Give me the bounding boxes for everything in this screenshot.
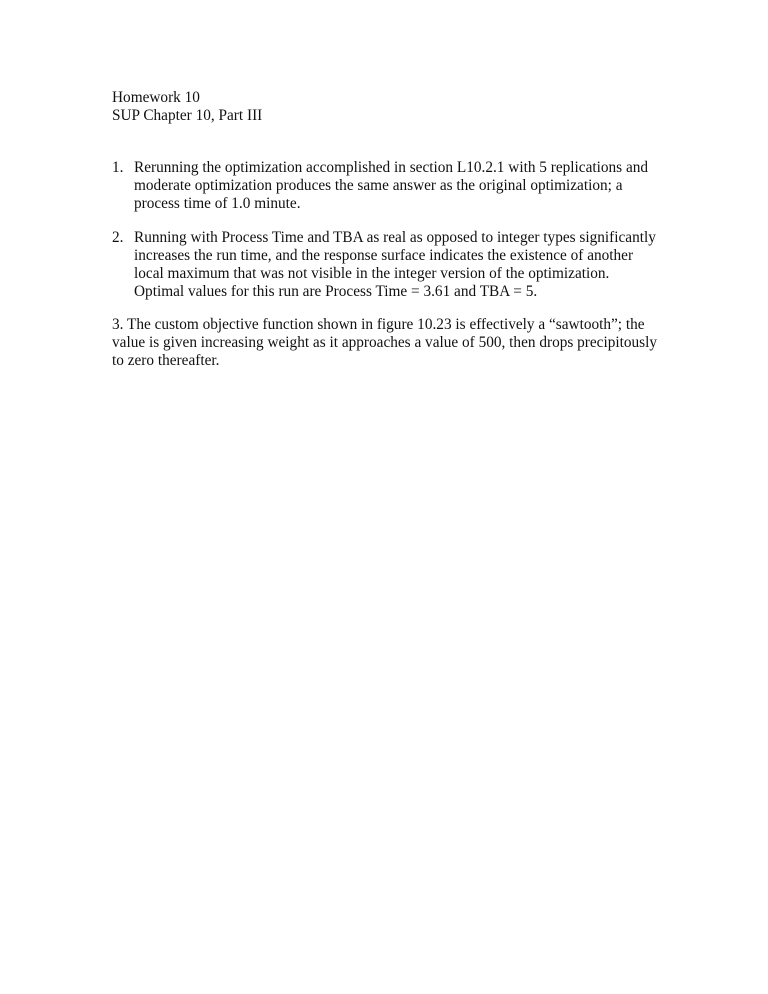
item-text-line: 3. The custom objective function shown in figure 10.23 is effectively a “sawtooth”; the [112,316,645,333]
item-text-line: moderate optimization produces the same answer as the original optimization; a [134,177,623,194]
item-text-line: Rerunning the optimization accomplished in section L10.2.1 with 5 replications and [134,159,649,176]
document-header [112,89,262,125]
item-text-line: Running with Process Time and TBA as real as opposed to integer types significantly [134,229,656,246]
chapter-subtitle: SUP Chapter 10, Part III [112,107,263,124]
item-text-line: process time of 1.0 minute. [134,195,301,212]
item-text-line: to zero thereafter. [112,352,220,369]
item-text-line: local maximum that was not visible in the integer version of the optimization. [134,265,610,282]
answer-item-2 [112,229,672,301]
item-number: 1. [112,159,124,176]
item-text-line: increases the run time, and the response surface indicates the existence of another [134,247,634,264]
item-number: 2. [112,229,124,246]
item-text-line: Optimal values for this run are Process Time = 3.61 and TBA = 5. [134,283,538,300]
item-text-line: value is given increasing weight as it approaches a value of 500, then drops precipitously [112,334,658,351]
homework-title: Homework 10 [112,89,200,106]
answer-item-3 [112,316,672,370]
answer-item-1 [112,159,672,213]
